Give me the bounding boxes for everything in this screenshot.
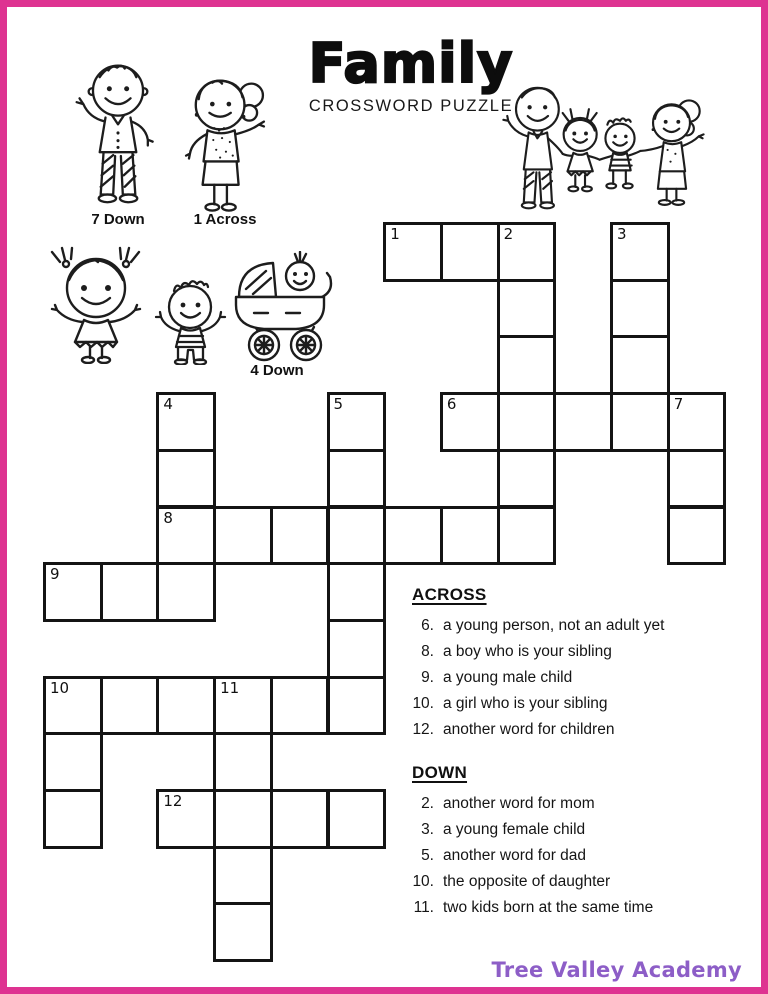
clue-text: a girl who is your sibling [443,694,608,712]
grid-cell[interactable] [553,392,613,452]
dad-label: 7 Down [91,211,145,228]
stroller-label: 4 Down [250,362,304,379]
grid-cell-2[interactable] [497,222,557,282]
clue-text: another word for children [443,720,615,738]
across-heading: ACROSS [412,585,487,604]
down-clue-item [406,843,751,869]
clue-number: 2. [421,795,434,812]
cell-number: 11 [220,678,240,697]
grid-cell[interactable] [270,789,330,849]
grid-cell[interactable] [497,279,557,339]
grid-cell[interactable] [667,506,727,566]
cell-number: 1 [390,225,400,243]
down-clue-item [406,817,751,843]
down-clues-section [406,763,751,921]
across-clue-item [406,691,751,717]
grid-cell-7[interactable] [667,392,727,452]
cell-number: 3 [617,225,627,243]
clue-number: 12. [412,720,434,738]
across-clue-item [406,717,751,743]
clue-text: another word for mom [443,795,595,812]
clue-number: 11. [413,898,434,916]
cell-number: 5 [333,395,344,414]
across-clue-item [406,613,751,639]
grid-cell[interactable] [100,676,160,736]
baby-stroller-illustration [226,251,334,365]
grid-cell[interactable] [327,676,387,736]
page-title: Family [308,32,514,95]
cell-number: 8 [163,508,173,527]
cell-number: 7 [673,395,684,414]
mom-illustration [178,70,270,214]
clue-number: 3. [421,820,434,838]
grid-cell[interactable] [383,506,443,566]
grid-cell[interactable] [213,902,273,962]
clue-number: 10. [412,872,434,890]
grid-cell[interactable] [610,392,670,452]
cell-number: 9 [50,565,60,584]
dad-illustration [68,56,168,208]
across-clue-item [406,639,751,665]
clue-number: 5. [421,846,434,864]
grid-cell[interactable] [327,449,387,509]
girl-illustration [44,246,152,364]
grid-cell[interactable] [43,789,103,849]
cell-number: 2 [503,225,514,243]
grid-cell[interactable] [213,506,273,566]
grid-cell[interactable] [440,222,500,282]
grid-cell[interactable] [270,506,330,566]
grid-cell[interactable] [213,732,273,792]
clue-text: two kids born at the same time [443,898,654,916]
clue-number: 9. [421,668,434,686]
clue-text: a young male child [443,668,573,686]
cell-number: 4 [163,395,173,414]
across-clues-section [406,585,751,743]
grid-cell[interactable] [213,846,273,906]
grid-cell-4[interactable] [156,392,216,452]
clue-text: another word for dad [443,846,587,864]
grid-cell-10[interactable] [43,676,103,736]
cell-number: 6 [446,395,457,414]
grid-cell[interactable] [327,619,387,679]
grid-cell[interactable] [213,789,273,849]
cell-number: 12 [163,792,183,810]
clue-text: a young person, not an adult yet [443,617,665,634]
grid-cell-5[interactable] [327,392,387,452]
clue-text: a young female child [443,820,586,838]
page-subtitle: CROSSWORD PUZZLE [308,96,514,115]
clue-text: a boy who is your sibling [443,642,612,660]
grid-cell[interactable] [497,392,557,452]
grid-cell[interactable] [610,279,670,339]
down-heading: DOWN [412,763,468,782]
mom-label: 1 Across [193,211,257,228]
grid-cell[interactable] [156,676,216,736]
grid-cell[interactable] [327,506,387,566]
grid-cell[interactable] [497,449,557,509]
grid-cell[interactable] [667,449,727,509]
grid-cell[interactable] [156,562,216,622]
grid-cell-12[interactable] [156,789,216,849]
grid-cell[interactable] [156,449,216,509]
grid-cell[interactable] [497,335,557,395]
clue-number: 8. [421,642,434,660]
grid-cell[interactable] [610,335,670,395]
grid-cell-3[interactable] [610,222,670,282]
grid-cell-6[interactable] [440,392,500,452]
grid-cell[interactable] [270,676,330,736]
grid-cell[interactable] [43,732,103,792]
clue-number: 6. [421,617,434,634]
across-clue-list [406,613,751,743]
title-block [286,32,536,116]
grid-cell[interactable] [440,506,500,566]
grid-cell[interactable] [100,562,160,622]
brand-logo-text: Tree Valley Academy [491,958,742,982]
grid-cell-9[interactable] [43,562,103,622]
down-clue-item [406,895,751,921]
down-clue-list [406,791,751,921]
down-clue-item [406,869,751,895]
grid-cell-1[interactable] [383,222,443,282]
grid-cell-11[interactable] [213,676,273,736]
clue-number: 10. [412,694,434,712]
clue-text: the opposite of daughter [443,872,611,890]
cell-number: 10 [50,678,70,697]
down-clue-item [406,791,751,817]
grid-cell[interactable] [327,789,387,849]
boy-illustration [150,277,228,365]
grid-cell[interactable] [497,506,557,566]
across-clue-item [406,665,751,691]
grid-cell-8[interactable] [156,506,216,566]
grid-cell[interactable] [327,562,387,622]
